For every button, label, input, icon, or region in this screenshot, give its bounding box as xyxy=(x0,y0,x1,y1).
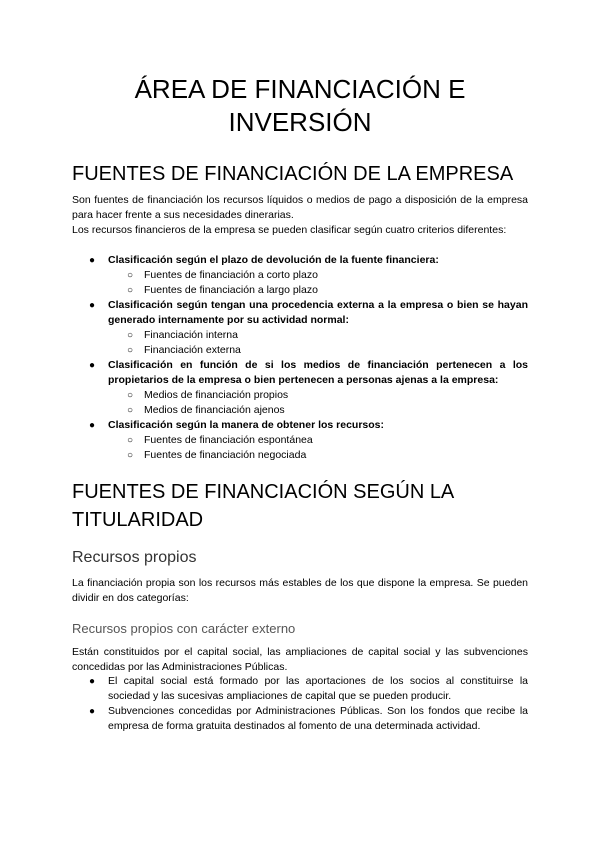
intro-paragraph-2: Los recursos financieros de la empresa se pueden clasificar según cuatro criterios diferentes: xyxy=(72,224,507,236)
sub-item: ○ Fuentes de financiación negociada xyxy=(127,449,307,461)
criteria-item: ● Clasificación según el plazo de devolución de la fuente financiera: xyxy=(89,254,439,266)
section-heading-fuentes: FUENTES DE FINANCIACIÓN DE LA EMPRESA xyxy=(72,163,514,185)
sub-item: ○ Medios de financiación propios xyxy=(127,389,289,401)
recursos-propios-paragraph: La financiación propia son los recursos más estables de los que dispone la empresa. Se pueden dividir en dos categorías: xyxy=(72,577,529,604)
sub-sub-heading-caracter-externo: Recursos propios con carácter externo xyxy=(72,621,296,636)
document-title: ÁREA DE FINANCIACIÓN E INVERSIÓN xyxy=(134,74,466,137)
hollow-bullet-icon: ○ xyxy=(127,270,134,281)
filled-bullet-icon: ● xyxy=(89,676,96,687)
list-item: ● Subvenciones concedidas por Administraciones Públicas. Son los fondos que recibe la empresa de forma gratuita destinados al fomento de una determinada actividad. xyxy=(89,705,528,732)
sub-item: ○ Financiación externa xyxy=(127,344,241,356)
hollow-bullet-icon: ○ xyxy=(127,345,134,356)
hollow-bullet-icon: ○ xyxy=(127,435,134,446)
sub-heading-recursos-propios: Recursos propios xyxy=(72,549,197,566)
hollow-bullet-icon: ○ xyxy=(127,450,134,461)
section-heading-titularidad: FUENTES DE FINANCIACIÓN SEGÚN LA TITULARIDAD xyxy=(72,481,455,531)
hollow-bullet-icon: ○ xyxy=(127,285,134,296)
sub-item: ○ Fuentes de financiación a corto plazo xyxy=(127,269,318,281)
caracter-externo-list xyxy=(72,674,528,734)
filled-bullet-icon: ● xyxy=(89,255,96,266)
criteria-list xyxy=(72,253,528,463)
filled-bullet-icon: ● xyxy=(89,420,96,431)
filled-bullet-icon: ● xyxy=(89,360,96,371)
sub-item: ○ Fuentes de financiación a largo plazo xyxy=(127,284,318,296)
filled-bullet-icon: ● xyxy=(89,706,96,717)
sub-item: ○ Medios de financiación ajenos xyxy=(127,404,285,416)
criteria-item: ● Clasificación en función de si los medios de financiación pertenecen a los propietarios de la empresa o bien pertenecen a personas ajenas a la empresa: xyxy=(89,359,528,386)
sub-item: ○ Fuentes de financiación espontánea xyxy=(127,434,313,446)
filled-bullet-icon: ● xyxy=(89,300,96,311)
hollow-bullet-icon: ○ xyxy=(127,405,134,416)
intro-paragraph-1: Son fuentes de financiación los recursos líquidos o medios de pago a disposición de la empresa para hacer frente a sus necesidades dinerarias. xyxy=(72,194,528,221)
list-item: ● El capital social está formado por las aportaciones de los socios al constituirse la sociedad y las sucesivas ampliaciones de capital que se pueden producir. xyxy=(89,675,528,702)
criteria-item: ● Clasificación según la manera de obtener los recursos: xyxy=(89,419,385,431)
hollow-bullet-icon: ○ xyxy=(127,330,134,341)
caracter-externo-paragraph: Están constituidos por el capital social, las ampliaciones de capital social y las subvenciones concedidas por las Administraciones Públicas. xyxy=(72,646,528,673)
sub-item: ○ Financiación interna xyxy=(127,329,238,341)
criteria-item: ● Clasificación según tengan una procedencia externa a la empresa o bien se hayan generado internamente por su actividad normal: xyxy=(89,299,528,326)
hollow-bullet-icon: ○ xyxy=(127,390,134,401)
